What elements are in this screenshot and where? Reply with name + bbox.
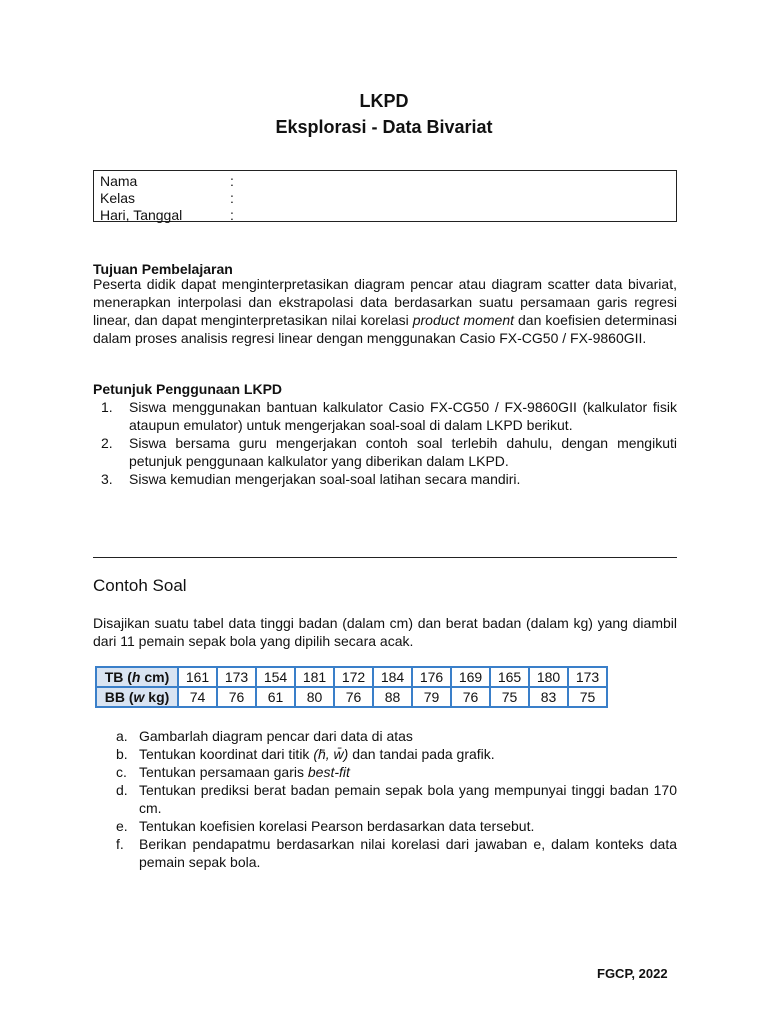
task-item-e: e. Tentukan koefisien korelasi Pearson berdasarkan data tersebut. (116, 818, 535, 834)
objectives-italic-term: product moment (412, 312, 515, 328)
instruction-text: Siswa bersama guru mengerjakan contoh soal terlebih dahulu, dengan mengikuti petunjuk penggunaan kalkulator yang diberikan dalam LKPD. (129, 435, 677, 469)
table-cell: 61 (256, 687, 295, 707)
instruction-item (93, 470, 677, 488)
instruction-number: 3. (101, 471, 113, 487)
instruction-number: 2. (101, 435, 113, 451)
task-item-b: b. Tentukan koordinat dari titik (h̄, w̄) dan tandai pada grafik. (116, 746, 495, 762)
task-item-d: d. Tentukan prediksi berat badan pemain sepak bola yang mempunyai tinggi badan 170 cm. (116, 782, 677, 816)
objectives-heading: Tujuan Pembelajaran (93, 261, 233, 277)
row-header-weight: BB (w kg) (96, 687, 178, 707)
table-cell: 88 (373, 687, 412, 707)
objectives-text-end: dan koefisien determinasi dalam proses analisis regresi linear dengan menggunakan Casio FX-CG50 / FX-9860GII. (93, 312, 677, 346)
table-cell: 75 (568, 687, 607, 707)
table-row-weight (96, 687, 607, 707)
date-label: Hari, Tanggal (100, 207, 183, 223)
table-cell: 76 (451, 687, 490, 707)
instruction-text: Siswa menggunakan bantuan kalkulator Casio FX-CG50 / FX-9860GII (kalkulator fisik ataupun emulator) untuk mengerjakan soal-soal di dalam LKPD berikut. (129, 399, 677, 433)
name-label: Nama (100, 173, 138, 189)
class-colon: : (230, 190, 234, 206)
data-table (95, 666, 608, 708)
instruction-item (93, 434, 677, 470)
page-subtitle: Eksplorasi - Data Bivariat (275, 117, 493, 137)
table-row-height (96, 667, 607, 687)
row-header-height: TB (h cm) (96, 667, 178, 687)
class-label: Kelas (100, 190, 136, 206)
table-cell: 154 (256, 667, 295, 687)
table-cell: 76 (334, 687, 373, 707)
class-row (100, 190, 234, 206)
section-divider (93, 557, 677, 558)
example-intro: Disajikan suatu tabel data tinggi badan (dalam cm) dan berat badan (dalam kg) yang diambil dari 11 pemain sepak bola yang dipilih secara acak. (93, 615, 677, 649)
page-title: LKPD (359, 91, 409, 111)
objectives-text-start: Peserta didik dapat menginterpretasikan diagram pencar atau diagram scatter data bivariat, menerapkan interpolasi dan ekstrapolasi data berdasarkan suatu persamaan garis regresi linear, dan dapat menginterpretasikan nilai korelasi (93, 276, 677, 328)
footer-credit: FGCP, 2022 (597, 966, 668, 981)
table-cell: 180 (529, 667, 568, 687)
instruction-number: 1. (101, 399, 113, 415)
task-item-c: c. Tentukan persamaan garis best-fit (116, 764, 350, 780)
mean-point: (h̄, w̄) (313, 746, 349, 762)
table-cell: 75 (490, 687, 529, 707)
table-cell: 173 (217, 667, 256, 687)
task-item-a: a. Gambarlah diagram pencar dari data di atas (116, 728, 413, 744)
task-item-f: f. Berikan pendapatmu berdasarkan nilai korelasi dari jawaban e, dalam konteks data pemain sepak bola. (116, 836, 677, 870)
table-cell: 165 (490, 667, 529, 687)
table-cell: 74 (178, 687, 217, 707)
table-cell: 80 (295, 687, 334, 707)
date-colon: : (230, 207, 234, 223)
date-row (100, 207, 234, 223)
instruction-item (93, 398, 677, 434)
table-cell: 161 (178, 667, 217, 687)
instructions-list (93, 398, 677, 488)
table-cell: 76 (217, 687, 256, 707)
table-cell: 181 (295, 667, 334, 687)
name-row (100, 173, 234, 189)
name-colon: : (230, 173, 234, 189)
table-cell: 184 (373, 667, 412, 687)
table-cell: 79 (412, 687, 451, 707)
objectives-paragraph (93, 275, 677, 347)
task-list (93, 727, 677, 871)
table-cell: 83 (529, 687, 568, 707)
student-identity-box (93, 170, 677, 222)
table-cell: 172 (334, 667, 373, 687)
table-cell: 169 (451, 667, 490, 687)
table-cell: 176 (412, 667, 451, 687)
example-heading: Contoh Soal (93, 576, 187, 595)
table-cell: 173 (568, 667, 607, 687)
instruction-text: Siswa kemudian mengerjakan soal-soal latihan secara mandiri. (129, 471, 521, 487)
instructions-heading: Petunjuk Penggunaan LKPD (93, 381, 283, 397)
